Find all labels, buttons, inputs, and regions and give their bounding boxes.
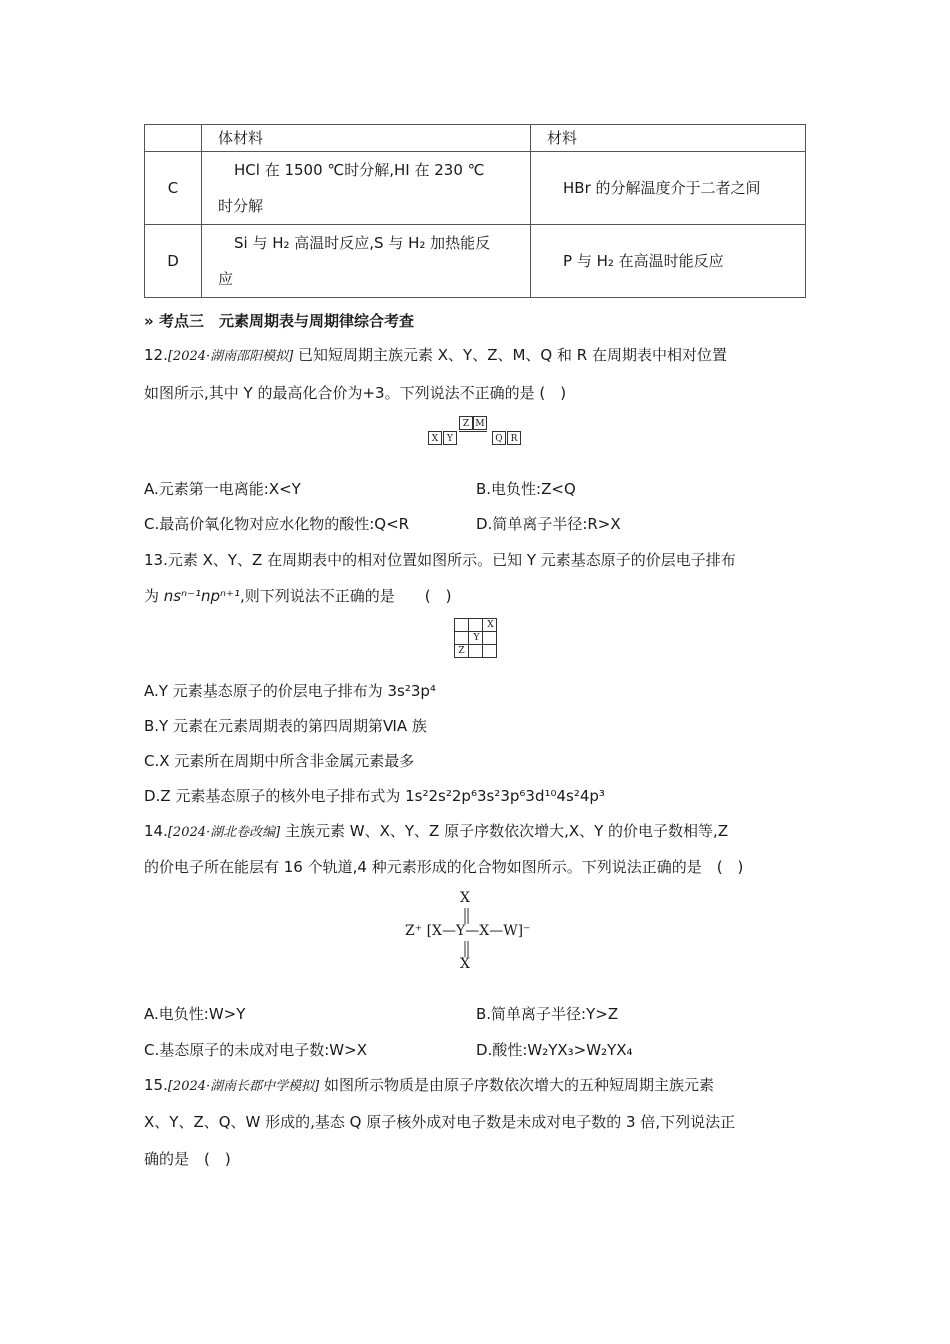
option-b: B.Y 元素在元素周期表的第四周期第ⅥA 族 (144, 717, 427, 735)
question-number: 15. (144, 1076, 168, 1094)
q14-line1 (144, 821, 728, 843)
double-chevron-icon: » (144, 312, 154, 330)
q12-line2: 如图所示,其中 Y 的最高化合价为+3。下列说法不正确的是 ( ) (144, 384, 567, 402)
table-row (145, 225, 806, 298)
q15-line3: 确的是 ( ) (144, 1150, 231, 1168)
table-cell (202, 152, 531, 225)
option-c: C.基态原子的未成对电子数:W>X (144, 1041, 367, 1059)
question-source: [2024·湖南邵阳模拟] (167, 349, 294, 364)
option-a: A.Y 元素基态原子的价层电子排布为 3s²3p⁴ (144, 682, 436, 700)
row-label: C (145, 152, 202, 225)
grid-cell: Q (492, 431, 506, 445)
double-bond-bottom (462, 941, 472, 957)
grid-cell: Y (443, 431, 457, 445)
grid-cell: Z (459, 416, 473, 430)
option-b: B.电负性:Z<Q (476, 480, 576, 498)
table-cell: 材料 (531, 125, 806, 152)
option-c: C.X 元素所在周期中所含非金属元素最多 (144, 752, 415, 770)
q13-line1: 13.元素 X、Y、Z 在周期表中的相对位置如图所示。已知 Y 元素基态原子的价层电子排布 (144, 551, 736, 569)
question-text: 如图所示物质是由原子序数依次增大的五种短周期主族元素 (319, 1076, 715, 1094)
cell-text: HBr 的分解温度介于二者之间 (563, 179, 761, 197)
table-cell: 体材料 (202, 125, 531, 152)
q13-line2 (144, 586, 451, 606)
option-b: B.简单离子半径:Y>Z (476, 1005, 619, 1023)
structure-atom-bottom: X (460, 956, 470, 972)
question-text: 为 (144, 587, 164, 605)
section-heading (144, 310, 414, 331)
structure-atom-top: X (460, 890, 470, 906)
question-text: 已知短周期主族元素 X、Y、Z、M、Q 和 R 在周期表中相对位置 (293, 346, 727, 364)
option-d: D.酸性:W₂YX₃>W₂YX₄ (476, 1041, 633, 1059)
question-source: [2024·湖北卷改编] (167, 825, 281, 840)
question-number: 12. (144, 346, 168, 364)
question-source: [2024·湖南长郡中学模拟] (167, 1079, 320, 1094)
cell-text: P 与 H₂ 在高温时能反应 (563, 252, 724, 270)
structure-main-row: Z⁺ [X—Y—X—W]⁻ (405, 923, 531, 939)
cell-line: 应 (218, 270, 234, 288)
table-row (145, 152, 806, 225)
table-cell (145, 125, 202, 152)
q14-line2: 的价电子所在能层有 16 个轨道,4 种元素形成的化合物如图所示。下列说法正确的是 ( ) (144, 858, 744, 876)
option-c: C.最高价氧化物对应水化物的酸性:Q<R (144, 515, 410, 533)
option-a: A.电负性:W>Y (144, 1005, 246, 1023)
question-text: 主族元素 W、X、Y、Z 原子序数依次增大,X、Y 的价电子数相等,Z (280, 822, 729, 840)
table-cell (531, 225, 806, 298)
question-number: 14. (144, 822, 168, 840)
cell-line: Si 与 H₂ 高温时反应,S 与 H₂ 加热能反 (234, 234, 491, 252)
double-bond-top (462, 908, 472, 924)
q15-line1 (144, 1075, 714, 1097)
formula: nsⁿ⁻¹npⁿ⁺¹ (163, 587, 240, 605)
grid-cell: M (473, 416, 487, 430)
grid-cell: Y (473, 633, 480, 643)
row-label: D (145, 225, 202, 298)
cell-line: 时分解 (218, 197, 264, 215)
options-table (144, 124, 806, 298)
grid-cell: R (507, 431, 521, 445)
q12-line1 (144, 345, 727, 367)
grid-gap (459, 431, 473, 445)
section-title: 考点三 元素周期表与周期律综合考查 (158, 312, 414, 330)
option-d: D.Z 元素基态原子的核外电子排布式为 1s²2s²2p⁶3s²3p⁶3d¹⁰4s²4p³ (144, 787, 605, 805)
table-cell (531, 152, 806, 225)
grid-cell: X (487, 620, 494, 630)
question-text: ,则下列说法不正确的是 ( ) (239, 587, 452, 605)
table-cell (202, 225, 531, 298)
grid-cell: Z (458, 646, 465, 656)
table-row (145, 125, 806, 152)
grid-cell: X (428, 431, 442, 445)
grid-gap (473, 431, 487, 445)
option-d: D.简单离子半径:R>X (476, 515, 621, 533)
option-a: A.元素第一电离能:X<Y (144, 480, 301, 498)
cell-line: HCl 在 1500 ℃时分解,HI 在 230 ℃ (234, 161, 485, 179)
q15-line2: X、Y、Z、Q、W 形成的,基态 Q 原子核外成对电子数是未成对电子数的 3 倍,下列说法正 (144, 1113, 736, 1131)
